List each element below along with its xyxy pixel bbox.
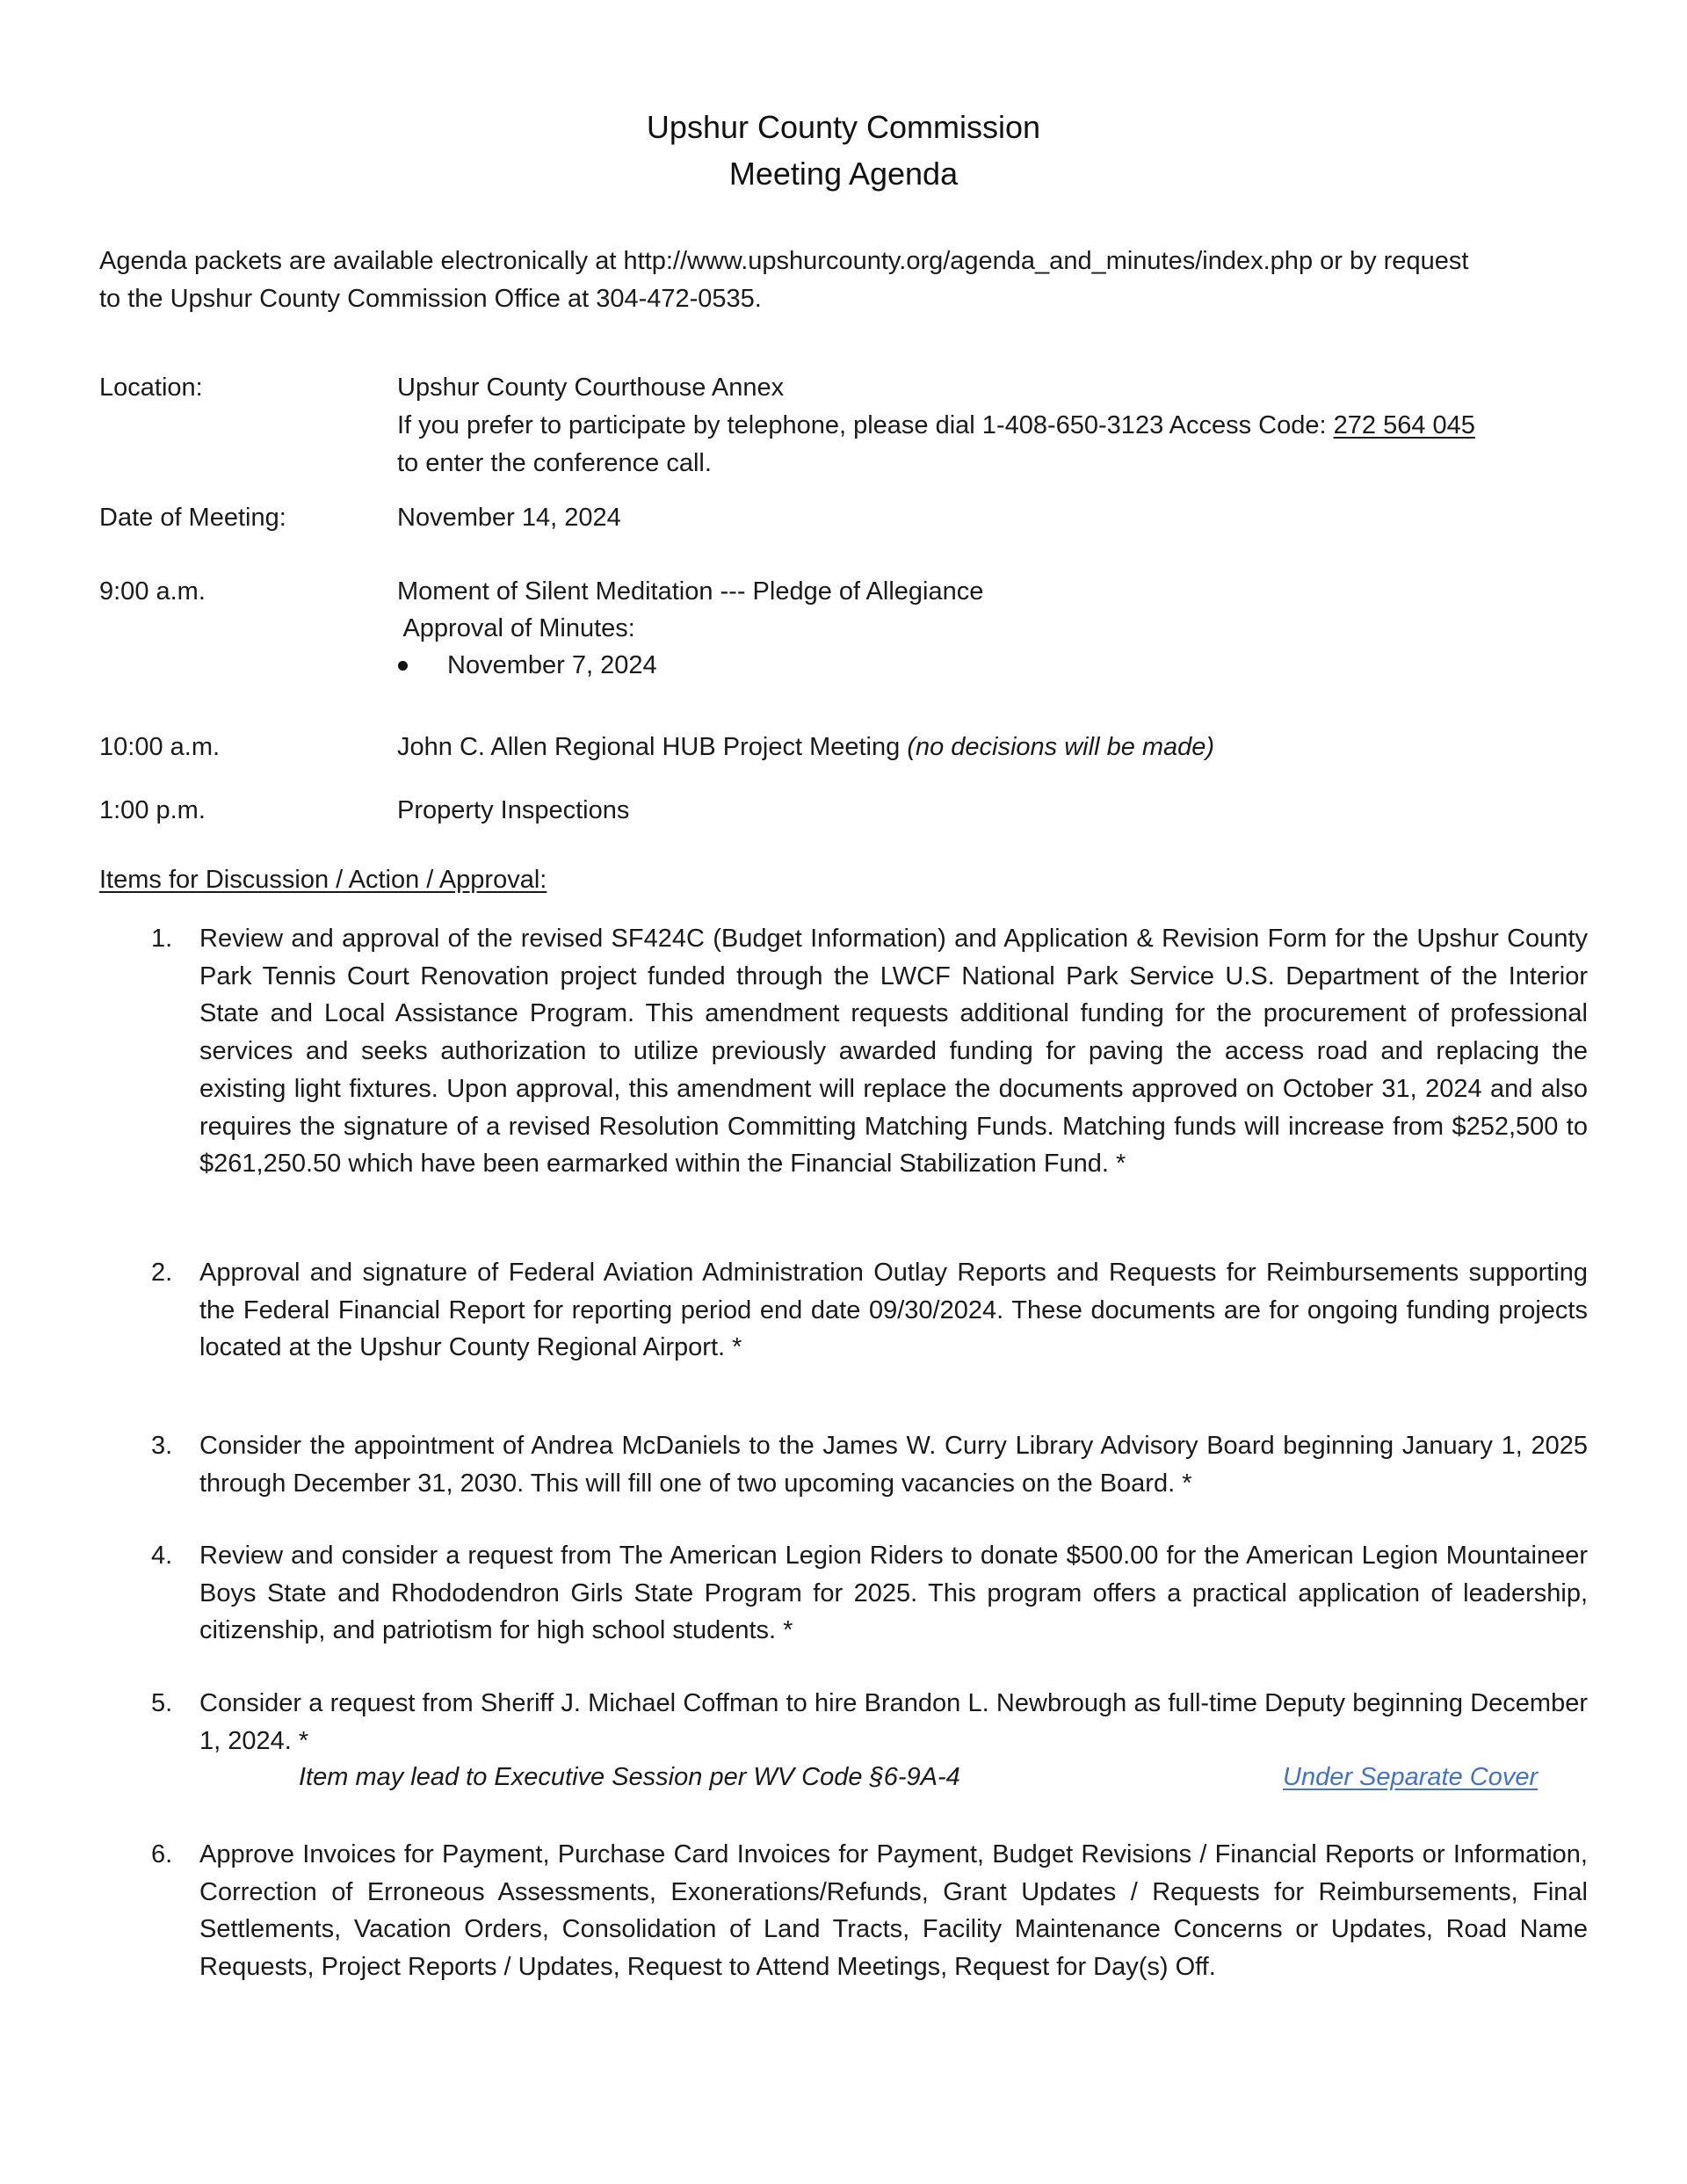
minutes-date: November 7, 2024: [447, 651, 657, 679]
date-value: November 14, 2024: [397, 504, 621, 532]
agenda-item-3: Consider the appointment of Andrea McDaniels to the James W. Curry Library Advisory Board beginning January 1, 2025 through December 31, 2030. This will fill one of two upcoming vacancies on the Board. *: [199, 1432, 1588, 1498]
telephone-text: If you prefer to participate by telephone, please dial 1-408-650-3123 Access Code:: [397, 411, 1334, 439]
item-number: 1.: [151, 925, 173, 953]
hub-meeting-text: John C. Allen Regional HUB Project Meeting: [397, 733, 908, 761]
under-separate-cover-link[interactable]: Under Separate Cover: [1283, 1763, 1539, 1791]
item-number: 3.: [151, 1432, 173, 1460]
schedule-opening: Moment of Silent Meditation --- Pledge of Allegiance: [397, 577, 984, 606]
approval-of-minutes-label: Approval of Minutes:: [397, 614, 635, 642]
page-title: Upshur County Commission: [646, 109, 1041, 145]
hub-meeting-note: (no decisions will be made): [907, 733, 1215, 761]
location-label: Location:: [99, 374, 203, 402]
schedule-time-1300: 1:00 p.m.: [99, 796, 206, 824]
intro-line-1: Agenda packets are available electronically at http://www.upshurcounty.org/agenda_and_minutes/index.php or by request: [99, 247, 1469, 275]
schedule-property-inspections: Property Inspections: [397, 796, 630, 824]
access-code: 272 564 045: [1333, 411, 1475, 439]
schedule-time-0900: 9:00 a.m.: [99, 577, 206, 606]
executive-session-note: Item may lead to Executive Session per WV Code §6-9A-4: [299, 1763, 960, 1791]
telephone-instructions-suffix: to enter the conference call.: [397, 449, 712, 477]
agenda-item-6: Approve Invoices for Payment, Purchase Card Invoices for Payment, Budget Revisions / Financial Reports or Information, Correction of Erroneous Assessments, Exonerations/Refunds, Grant Updates / Requests for Reimbursements, Final Settlements, Vacation Orders, Consolidation of Land Tracts, Facility Maintenance Concerns or Updates, Road Name Requests, Project Reports / Updates, Request to Attend Meetings, Request for Day(s) Off.: [199, 1840, 1588, 1982]
item-number: 6.: [151, 1840, 173, 1868]
schedule-time-1000: 10:00 a.m.: [99, 733, 221, 761]
agenda-item-1: Review and approval of the revised SF424C (Budget Information) and Application & Revision Form for the Upshur County Park Tennis Court Renovation project funded through the LWCF National Park Service U.S. Department of the Interior State and Local Assistance Program. This amendment requests additional funding for the procurement of professional services and seeks authorization to utilize previously awarded funding for paving the access road and replacing the existing light fixtures. Upon approval, this amendment will replace the documents approved on October 31, 2024 and also requires the signature of a revised Resolution Committing Matching Funds. Matching funds will increase from $252,500 to $261,250.50 which have been earmarked within the Financial Stabilization Fund. *: [199, 925, 1588, 1179]
intro-line-2: to the Upshur County Commission Office at 304-472-0535.: [99, 285, 762, 313]
agenda-item-5: Consider a request from Sheriff J. Michael Coffman to hire Brandon L. Newbrough as full-time Deputy beginning December 1, 2024. *: [199, 1689, 1588, 1755]
telephone-instructions: [397, 407, 1475, 445]
date-label: Date of Meeting:: [99, 504, 286, 532]
schedule-hub-meeting: [397, 729, 1214, 766]
item-number: 2.: [151, 1259, 173, 1287]
bullet-icon: [398, 661, 408, 671]
items-heading: Items for Discussion / Action / Approval:: [99, 866, 547, 894]
agenda-item-4: Review and consider a request from The American Legion Riders to donate $500.00 for the American Legion Mountaineer Boys State and Rhododendron Girls State Program for 2025. This program offers a practical application of leadership, citizenship, and patriotism for high school students. *: [199, 1542, 1588, 1645]
item-number: 5.: [151, 1689, 173, 1717]
agenda-item-2: Approval and signature of Federal Aviation Administration Outlay Reports and Requests for Reimbursements supporting the Federal Financial Report for reporting period end date 09/30/2024. These documents are for ongoing funding projects located at the Upshur County Regional Airport. *: [199, 1259, 1588, 1362]
location-venue: Upshur County Courthouse Annex: [397, 374, 785, 402]
item-number: 4.: [151, 1542, 173, 1570]
page-subtitle: Meeting Agenda: [728, 156, 959, 192]
